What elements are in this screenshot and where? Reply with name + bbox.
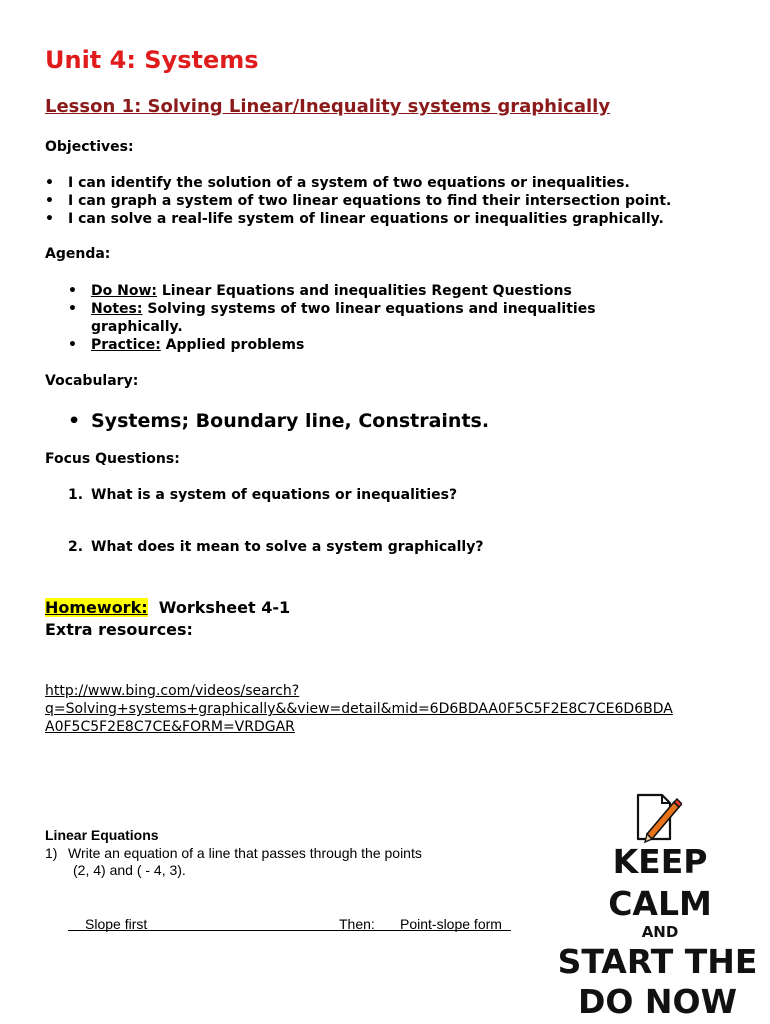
agenda-label: Notes: <box>91 301 143 317</box>
homework-text: Worksheet 4-1 <box>147 598 291 617</box>
paper-pencil-icon <box>630 792 682 844</box>
unit-title: Unit 4: Systems <box>45 46 259 74</box>
poster-and: AND <box>641 923 679 941</box>
focus-questions-heading: Focus Questions: <box>45 451 180 467</box>
homework-line <box>45 598 290 617</box>
agenda-list <box>68 282 596 354</box>
agenda-text: Applied problems <box>160 337 305 353</box>
objective-item: • I can solve a real-life system of linear equations or inequalities graphically. <box>45 210 671 228</box>
focus-question-number: 2. <box>68 539 84 555</box>
focus-question-number: 1. <box>68 487 84 503</box>
agenda-text: Solving systems of two linear equations and inequalities <box>142 301 596 317</box>
resource-link-line: A0F5C5F2E8C7CE&FORM=VRDGAR <box>45 719 295 735</box>
then-label: Then: <box>339 916 375 932</box>
focus-question-2 <box>68 539 770 555</box>
poster-calm: CALM <box>608 884 712 923</box>
agenda-item-notes <box>68 300 596 336</box>
question-text: Write an equation of a line that passes through the points <box>68 845 422 861</box>
agenda-item-do-now <box>68 282 596 300</box>
agenda-text-continued: graphically. <box>91 319 183 335</box>
question-text-continued: (2, 4) and ( - 4, 3). <box>73 862 186 878</box>
resource-link[interactable] <box>45 682 673 736</box>
agenda-item-practice <box>68 336 596 354</box>
slope-first-label: Slope first <box>85 916 148 932</box>
agenda-text: Linear Equations and inequalities Regent Questions <box>156 283 572 299</box>
poster-start-the: START THE <box>557 942 758 981</box>
vocabulary-heading: Vocabulary: <box>45 373 139 389</box>
agenda-heading: Agenda: <box>45 246 111 262</box>
focus-question-text: What is a system of equations or inequalities? <box>91 487 458 503</box>
resource-link-line: http://www.bing.com/videos/search? <box>45 683 300 699</box>
vocabulary-item: • Systems; Boundary line, Constraints. <box>68 408 489 434</box>
agenda-label: Do Now: <box>91 283 157 299</box>
agenda-label: Practice: <box>91 337 161 353</box>
poster-keep: KEEP <box>612 842 708 881</box>
question-number: 1) <box>45 845 58 861</box>
linear-equations-heading: Linear Equations <box>45 827 159 843</box>
focus-question-text: What does it mean to solve a system graphically? <box>91 539 484 555</box>
point-slope-label: Point-slope form <box>400 916 502 932</box>
vocabulary-list <box>68 408 489 434</box>
lesson-title: Lesson 1: Solving Linear/Inequality systems graphically <box>45 96 611 117</box>
objective-item: • I can graph a system of two linear equations to find their intersection point. <box>45 192 671 210</box>
objectives-heading: Objectives: <box>45 139 134 155</box>
focus-question-1 <box>68 487 770 503</box>
resource-link-line: q=Solving+systems+graphically&&view=detail&mid=6D6BDAA0F5C5F2E8C7CE6D6BDA <box>45 701 673 717</box>
poster-do-now: DO NOW <box>577 982 737 1021</box>
homework-label: Homework: <box>45 598 148 617</box>
objectives-list <box>45 174 671 228</box>
extra-resources-heading: Extra resources: <box>45 620 193 639</box>
objective-item: • I can identify the solution of a system of two equations or inequalities. <box>45 174 671 192</box>
